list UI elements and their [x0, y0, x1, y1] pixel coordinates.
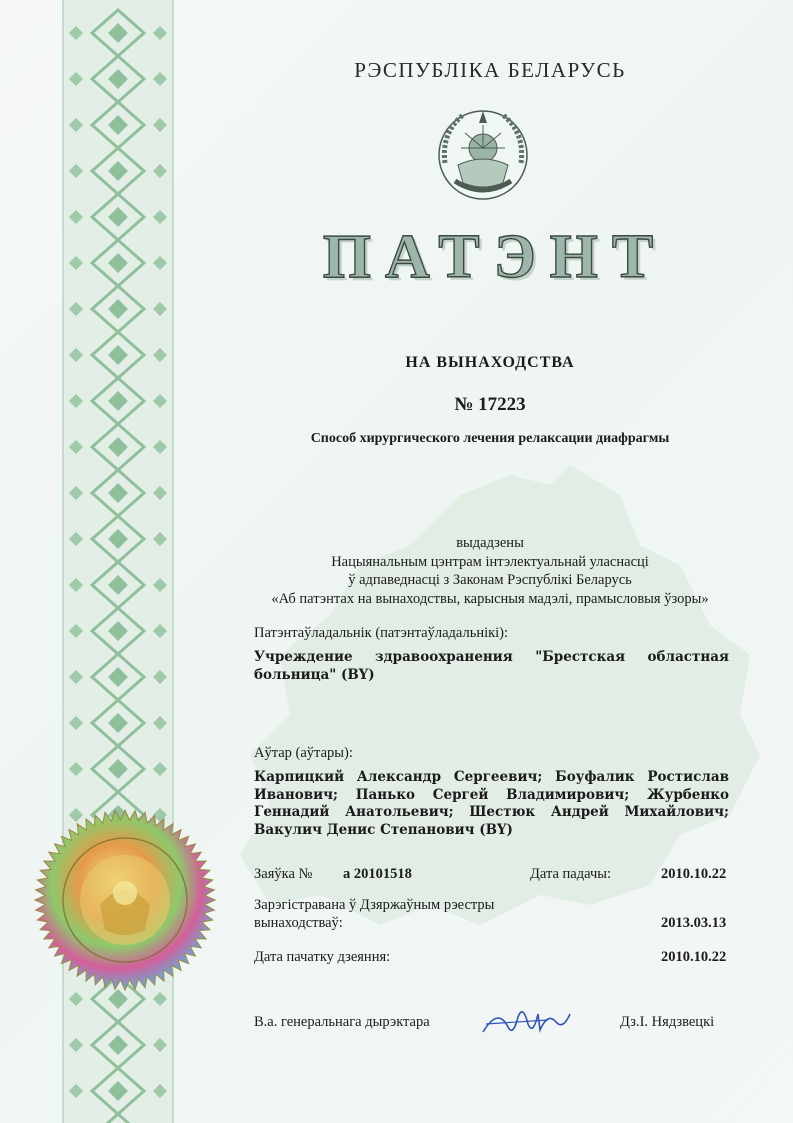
application-label: Заяўка №: [254, 866, 313, 882]
registration-date: 2013.03.13: [661, 915, 727, 931]
holder-value: Учреждение здравоохранения "Брестская областная больница" (BY): [254, 649, 729, 683]
authors-label: Аўтар (аўтары):: [254, 745, 353, 761]
validity-label: Дата пачатку дзеяння:: [254, 949, 391, 965]
issued-line: выдадзены: [456, 535, 524, 551]
validity-date: 2010.10.22: [661, 949, 727, 965]
holder-label: Патэнтаўладальнік (патэнтаўладальнікі):: [254, 625, 509, 641]
document-title: ПАТЭНТ: [322, 223, 668, 291]
holographic-seal: [30, 805, 220, 995]
issued-line: ў адпаведнасці з Законам Рэспублікі Беларусь: [348, 572, 632, 588]
issued-line: Нацыянальным цэнтрам інтэлектуальнай уласнасці: [331, 553, 649, 570]
signatory-position: В.а. генеральнага дырэктара: [254, 1014, 430, 1030]
patent-number: № 17223: [454, 394, 526, 415]
registration-label: Зарэгістравана ў Дзяржаўным рэестры: [254, 897, 495, 913]
registration-label-2: вынаходстваў:: [254, 915, 343, 931]
patent-type: НА ВЫНАХОДСТВА: [405, 354, 575, 371]
issued-by-block: [240, 534, 740, 608]
issued-line: «Аб патэнтах на вынаходствы, карысныя мадэлі, прамысловыя ўзоры»: [271, 590, 709, 607]
application-number: а 20101518: [343, 866, 412, 882]
signatory-name: Дз.І. Нядзвецкі: [620, 1014, 715, 1030]
authors-value: Карпицкий Александр Сергеевич; Боуфалик Ростислав Иванович; Панько Сергей Владимирович; Журбенко Геннадий Анатольевич; Шестюк Андрей Михайлович; Вакулич Денис Степанович (BY): [254, 769, 729, 838]
invention-title: Способ хирургического лечения релаксации диафрагмы: [310, 431, 670, 446]
filing-date-label: Дата падачы:: [530, 866, 612, 882]
filing-date: 2010.10.22: [661, 866, 727, 882]
signature: [478, 1002, 573, 1042]
country-name: РЭСПУБЛІКА БЕЛАРУСЬ: [354, 58, 626, 82]
state-emblem: [433, 103, 533, 203]
